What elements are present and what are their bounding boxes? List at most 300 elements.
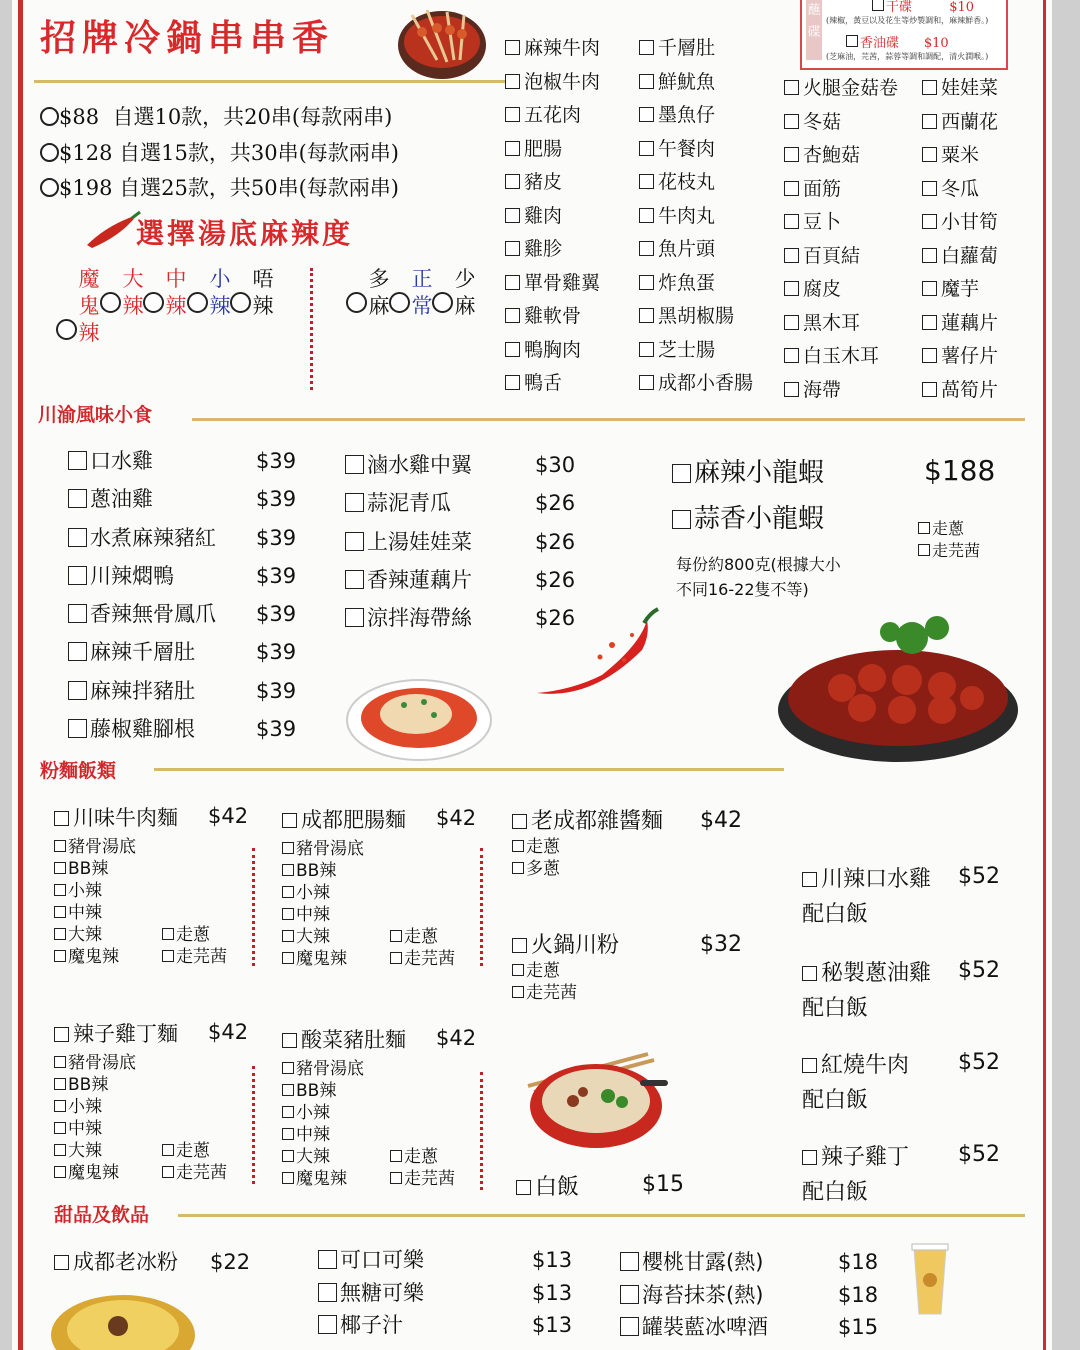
ingredient-label: 腐皮 bbox=[803, 278, 842, 300]
checkbox[interactable] bbox=[922, 181, 937, 196]
ingredient-item[interactable] bbox=[505, 200, 600, 234]
ingredient-item[interactable] bbox=[505, 32, 600, 66]
checkbox[interactable] bbox=[620, 1285, 639, 1304]
checkbox[interactable] bbox=[282, 1084, 294, 1096]
menu-item[interactable] bbox=[68, 519, 326, 557]
ingredient-item[interactable] bbox=[639, 99, 753, 133]
checkbox[interactable] bbox=[162, 1144, 174, 1156]
noodle-option[interactable] bbox=[282, 1080, 492, 1102]
checkbox[interactable] bbox=[802, 1150, 817, 1165]
combo-option-2[interactable]: $128 自選15款，共30串(每款兩串) bbox=[40, 136, 399, 172]
checkbox[interactable] bbox=[68, 604, 87, 623]
spice-level-5[interactable]: 唔辣 bbox=[230, 266, 254, 320]
checkbox[interactable] bbox=[784, 248, 799, 263]
checkbox[interactable] bbox=[922, 382, 937, 397]
sauce-box-tag: 蘸碟 bbox=[806, 0, 822, 60]
noodle-option-label: BB辣 bbox=[68, 1075, 109, 1095]
noodle-extra-option[interactable] bbox=[162, 924, 210, 946]
checkbox[interactable] bbox=[68, 719, 87, 738]
checkbox[interactable] bbox=[282, 864, 294, 876]
checkbox[interactable] bbox=[802, 966, 817, 981]
ice-jelly-image bbox=[48, 1290, 198, 1350]
noodle-option[interactable] bbox=[54, 1162, 264, 1184]
ingredient-item[interactable] bbox=[784, 106, 898, 140]
ingredient-label: 雞軟骨 bbox=[524, 305, 582, 327]
checkbox[interactable] bbox=[639, 174, 654, 189]
menu-item-name: 藤椒雞腳根 bbox=[90, 717, 195, 742]
checkbox[interactable] bbox=[390, 952, 402, 964]
spice-level-3[interactable]: 中辣 bbox=[143, 266, 167, 320]
checkbox[interactable] bbox=[162, 1166, 174, 1178]
checkbox[interactable] bbox=[922, 348, 937, 363]
rice-set-price: $52 bbox=[958, 1142, 1000, 1167]
numbing-level-2[interactable]: 正常 bbox=[389, 266, 413, 320]
noodle-block-1 bbox=[54, 802, 264, 968]
checkbox[interactable] bbox=[784, 181, 799, 196]
rice-set-sub: 配白飯 bbox=[802, 1180, 869, 1205]
checkbox[interactable] bbox=[54, 862, 66, 874]
checkbox[interactable] bbox=[54, 1056, 66, 1068]
checkbox[interactable] bbox=[784, 348, 799, 363]
noodle-option[interactable] bbox=[54, 1096, 264, 1118]
noodle-option[interactable] bbox=[54, 1140, 264, 1162]
checkbox[interactable] bbox=[345, 532, 364, 551]
noodle-options bbox=[282, 1058, 492, 1190]
ingredient-item[interactable] bbox=[784, 340, 898, 374]
ingredient-label: 白蘿蔔 bbox=[941, 244, 999, 267]
checkbox[interactable] bbox=[282, 1150, 294, 1162]
rice-set-name: 辣子雞丁 bbox=[821, 1145, 910, 1170]
checkbox[interactable] bbox=[54, 1027, 69, 1042]
checkbox[interactable] bbox=[784, 147, 799, 162]
noodle-option[interactable] bbox=[54, 946, 264, 968]
checkbox[interactable] bbox=[68, 681, 87, 700]
noodle-option[interactable] bbox=[54, 1074, 264, 1096]
checkbox[interactable] bbox=[505, 208, 520, 223]
spice-level-2[interactable]: 大辣 bbox=[100, 266, 124, 320]
ingredient-item[interactable] bbox=[922, 240, 998, 274]
noodle-option-label: 魔鬼辣 bbox=[68, 1163, 119, 1183]
checkbox[interactable] bbox=[639, 40, 654, 55]
menu-item[interactable] bbox=[620, 1311, 908, 1344]
noodle-option-label: 魔鬼辣 bbox=[68, 947, 119, 967]
crayfish-garlic[interactable]: 蒜香小龍蝦 bbox=[672, 498, 824, 535]
noodle-extra-label: 走芫茜 bbox=[176, 1163, 227, 1183]
checkbox[interactable] bbox=[54, 928, 66, 940]
ingredient-label: 魔芋 bbox=[941, 278, 980, 300]
zajiang-noodles[interactable]: 老成都雜醬麵 bbox=[512, 804, 663, 835]
ingredient-item[interactable] bbox=[505, 334, 600, 368]
ingredient-item[interactable] bbox=[922, 307, 998, 341]
crayfish-option-no-scallion[interactable]: 走蔥 bbox=[918, 518, 980, 540]
checkbox[interactable] bbox=[922, 248, 937, 263]
title-rule bbox=[34, 80, 506, 83]
checkbox[interactable] bbox=[162, 928, 174, 940]
checkbox[interactable] bbox=[390, 1150, 402, 1162]
menu-item-price: $13 bbox=[532, 1248, 573, 1272]
checkbox[interactable] bbox=[345, 455, 364, 474]
hotpot-vermicelli-options bbox=[512, 960, 577, 1004]
checkbox[interactable] bbox=[68, 642, 87, 661]
noodle-extra-label: 走蔥 bbox=[404, 927, 438, 947]
ingredient-item[interactable] bbox=[505, 66, 600, 100]
noodle-item[interactable] bbox=[54, 1018, 264, 1048]
checkbox[interactable] bbox=[54, 1166, 66, 1178]
ingredient-item[interactable] bbox=[505, 99, 600, 133]
checkbox[interactable] bbox=[922, 80, 937, 95]
ingredient-column-3 bbox=[784, 72, 898, 407]
ingredient-label: 雞肉 bbox=[524, 204, 563, 227]
ingredient-item[interactable] bbox=[784, 206, 898, 240]
checkbox[interactable] bbox=[282, 1062, 294, 1074]
checkbox[interactable] bbox=[922, 114, 937, 129]
noodle-options bbox=[282, 838, 492, 970]
ingredient-item[interactable] bbox=[922, 106, 998, 140]
ingredient-item[interactable] bbox=[784, 240, 898, 274]
ingredient-item[interactable] bbox=[505, 166, 600, 200]
menu-item-name: 椰子汁 bbox=[340, 1313, 403, 1337]
spice-level-1[interactable]: 魔鬼辣 bbox=[56, 266, 80, 347]
noodle-extra-option[interactable] bbox=[390, 1146, 438, 1168]
ingredient-label: 火腿金菇卷 bbox=[803, 77, 899, 99]
checkbox[interactable] bbox=[54, 950, 66, 962]
checkbox[interactable] bbox=[505, 141, 520, 156]
noodle-option-label: 豬骨湯底 bbox=[296, 1059, 364, 1079]
noodle-divider-4 bbox=[480, 1072, 483, 1190]
ingredient-item[interactable] bbox=[784, 374, 898, 408]
menu-item-name: 海苔抹茶(熱) bbox=[642, 1282, 764, 1307]
rice-set-item[interactable] bbox=[802, 1048, 1002, 1114]
checkbox[interactable] bbox=[639, 342, 654, 357]
noodle-option-label: 大辣 bbox=[68, 925, 102, 945]
sauce-oil-dip[interactable]: 香油碟 $10 bbox=[846, 32, 949, 51]
menu-item[interactable] bbox=[68, 595, 326, 633]
ingredient-item[interactable] bbox=[639, 233, 753, 267]
ingredient-item[interactable] bbox=[639, 200, 753, 234]
ingredient-item[interactable] bbox=[639, 166, 753, 200]
ingredient-label: 成都小香腸 bbox=[658, 372, 754, 394]
ingredient-item[interactable] bbox=[784, 273, 898, 307]
checkbox[interactable] bbox=[54, 1144, 66, 1156]
noodle-extra-option[interactable] bbox=[162, 1140, 210, 1162]
checkbox[interactable] bbox=[282, 813, 297, 828]
checkbox[interactable] bbox=[68, 451, 87, 470]
checkbox[interactable] bbox=[54, 811, 69, 826]
ingredient-label: 泡椒牛肉 bbox=[524, 70, 601, 93]
menu-item-price: $39 bbox=[256, 640, 297, 665]
menu-item-name: 麻辣拌豬肚 bbox=[90, 678, 195, 703]
checkbox[interactable] bbox=[639, 308, 654, 323]
noodle-name: 川味牛肉麵 bbox=[73, 806, 178, 830]
checkbox[interactable] bbox=[802, 872, 817, 887]
ingredient-item[interactable] bbox=[922, 72, 998, 106]
checkbox[interactable] bbox=[505, 107, 520, 122]
sauce-dry-dip[interactable]: 干碟 $10 bbox=[872, 0, 974, 15]
checkbox[interactable] bbox=[639, 107, 654, 122]
ingredient-item[interactable] bbox=[639, 367, 753, 401]
checkbox[interactable] bbox=[282, 952, 294, 964]
checkbox[interactable] bbox=[784, 315, 799, 330]
noodle-option[interactable] bbox=[282, 1058, 492, 1080]
noodle-option[interactable] bbox=[282, 838, 492, 860]
checkbox[interactable] bbox=[922, 281, 937, 296]
noodle-extra-option[interactable] bbox=[390, 1168, 455, 1190]
menu-item-name: 麻辣千層肚 bbox=[90, 640, 195, 665]
menu-item[interactable] bbox=[318, 1309, 602, 1342]
menu-item[interactable] bbox=[68, 442, 326, 480]
ingredient-item[interactable] bbox=[784, 173, 898, 207]
noodle-divider-3 bbox=[252, 1066, 255, 1184]
crayfish-spicy[interactable]: 麻辣小龍蝦 bbox=[672, 452, 824, 489]
menu-item[interactable] bbox=[68, 672, 326, 710]
checkbox[interactable] bbox=[784, 382, 799, 397]
noodle-item[interactable] bbox=[54, 802, 264, 832]
noodle-option[interactable] bbox=[54, 924, 264, 946]
menu-item[interactable] bbox=[68, 633, 326, 671]
zajiang-options bbox=[512, 836, 560, 880]
menu-item[interactable] bbox=[345, 484, 605, 522]
checkbox[interactable] bbox=[784, 214, 799, 229]
checkbox[interactable] bbox=[922, 214, 937, 229]
checkbox[interactable] bbox=[345, 570, 364, 589]
rice-set-name: 紅燒牛肉 bbox=[821, 1053, 910, 1078]
checkbox[interactable] bbox=[282, 908, 294, 920]
combo-option-3[interactable]: $198 自選25款，共50串(每款兩串) bbox=[40, 171, 399, 207]
menu-item-name: 香辣無骨鳳爪 bbox=[90, 602, 216, 627]
ingredient-label: 炸魚蛋 bbox=[658, 271, 716, 294]
ingredient-item[interactable] bbox=[505, 233, 600, 267]
checkbox[interactable] bbox=[620, 1252, 639, 1271]
menu-border-right bbox=[1043, 0, 1046, 1350]
noodle-extra-option[interactable] bbox=[390, 926, 438, 948]
menu-item[interactable] bbox=[318, 1244, 602, 1277]
noodle-options bbox=[54, 836, 264, 968]
ingredient-label: 海帶 bbox=[803, 378, 842, 401]
ingredient-item[interactable] bbox=[639, 32, 753, 66]
checkbox[interactable] bbox=[282, 1106, 294, 1118]
checkbox[interactable] bbox=[505, 174, 520, 189]
checkbox[interactable] bbox=[505, 275, 520, 290]
menu-item-price: $13 bbox=[532, 1280, 573, 1305]
ice-jelly-dessert[interactable]: 成都老冰粉 bbox=[54, 1246, 178, 1276]
numbing-level-1[interactable]: 多麻 bbox=[346, 266, 370, 320]
checkbox[interactable] bbox=[639, 241, 654, 256]
checkbox[interactable] bbox=[318, 1250, 337, 1269]
noodle-option[interactable] bbox=[282, 926, 492, 948]
rice-set-item[interactable] bbox=[802, 956, 1002, 1022]
checkbox[interactable] bbox=[282, 842, 294, 854]
menu-item[interactable] bbox=[68, 557, 326, 595]
checkbox[interactable] bbox=[505, 241, 520, 256]
checkbox[interactable] bbox=[620, 1317, 639, 1336]
checkbox[interactable] bbox=[922, 147, 937, 162]
checkbox[interactable] bbox=[505, 40, 520, 55]
noodle-extra-option[interactable] bbox=[162, 946, 227, 968]
noodle-option-label: 小辣 bbox=[68, 1097, 102, 1117]
hotpot-vermicelli-option-2[interactable]: 走芫茜 bbox=[512, 982, 577, 1004]
checkbox[interactable] bbox=[54, 884, 66, 896]
hotpot-vermicelli[interactable]: 火鍋川粉 bbox=[512, 928, 619, 959]
ingredient-item[interactable] bbox=[784, 139, 898, 173]
checkbox[interactable] bbox=[390, 1172, 402, 1184]
ingredient-item[interactable] bbox=[922, 173, 998, 207]
checkbox[interactable] bbox=[784, 80, 799, 95]
ingredient-label: 豆卜 bbox=[803, 211, 842, 233]
noodle-option[interactable] bbox=[282, 948, 492, 970]
ingredient-label: 雞胗 bbox=[524, 238, 563, 260]
noodle-option[interactable] bbox=[282, 1168, 492, 1190]
checkbox[interactable] bbox=[54, 906, 66, 918]
ingredient-item[interactable] bbox=[505, 267, 600, 301]
menu-item-name: 香辣蓮藕片 bbox=[367, 567, 472, 592]
menu-item[interactable] bbox=[68, 480, 326, 518]
noodle-extra-label: 走芫茜 bbox=[176, 947, 227, 967]
checkbox[interactable] bbox=[54, 1078, 66, 1090]
checkbox[interactable] bbox=[784, 114, 799, 129]
menu-sheet bbox=[12, 0, 1052, 1350]
white-rice[interactable]: 白飯 bbox=[516, 1170, 579, 1201]
noodle-extra-option[interactable] bbox=[162, 1162, 227, 1184]
checkbox[interactable] bbox=[922, 315, 937, 330]
checkbox[interactable] bbox=[639, 74, 654, 89]
ingredient-item[interactable] bbox=[922, 340, 998, 374]
rice-set-item[interactable] bbox=[802, 862, 1002, 928]
checkbox[interactable] bbox=[639, 141, 654, 156]
ingredient-item[interactable] bbox=[784, 307, 898, 341]
checkbox[interactable] bbox=[54, 840, 66, 852]
noodle-option-label: 小辣 bbox=[296, 1103, 330, 1123]
checkbox[interactable] bbox=[639, 275, 654, 290]
ingredient-label: 娃娃菜 bbox=[941, 77, 999, 99]
ingredient-item[interactable] bbox=[639, 300, 753, 334]
rice-set-item[interactable] bbox=[802, 1140, 1002, 1206]
numbing-level-3[interactable]: 少麻 bbox=[432, 266, 456, 320]
ingredient-item[interactable] bbox=[639, 267, 753, 301]
noodle-option[interactable] bbox=[54, 902, 264, 924]
skewer-bowl-image bbox=[392, 0, 492, 80]
noodle-option[interactable] bbox=[282, 882, 492, 904]
checkbox[interactable] bbox=[68, 528, 87, 547]
checkbox[interactable] bbox=[639, 208, 654, 223]
menu-item[interactable] bbox=[68, 710, 326, 748]
checkbox[interactable] bbox=[505, 308, 520, 323]
section-noodles-rule bbox=[154, 768, 784, 771]
checkbox[interactable] bbox=[282, 1128, 294, 1140]
menu-item-name: 罐裝藍冰啤酒 bbox=[642, 1315, 768, 1339]
zajiang-option-1[interactable]: 走蔥 bbox=[512, 836, 560, 858]
noodle-extra-option[interactable] bbox=[390, 948, 455, 970]
ingredient-item[interactable] bbox=[922, 206, 998, 240]
ingredient-label: 面筋 bbox=[803, 177, 842, 200]
menu-item[interactable] bbox=[620, 1246, 908, 1279]
ingredient-item[interactable] bbox=[505, 367, 600, 401]
checkbox[interactable] bbox=[68, 566, 87, 585]
noodle-option[interactable] bbox=[282, 860, 492, 882]
menu-item[interactable] bbox=[620, 1279, 908, 1312]
menu-item-price: $39 bbox=[256, 449, 297, 473]
noodle-option[interactable] bbox=[54, 1118, 264, 1140]
noodle-option[interactable] bbox=[54, 880, 264, 902]
checkbox[interactable] bbox=[282, 1172, 294, 1184]
menu-item-name: 上湯娃娃菜 bbox=[367, 529, 472, 554]
menu-item-name: 無糖可樂 bbox=[340, 1280, 424, 1305]
noodle-option[interactable] bbox=[54, 1052, 264, 1074]
menu-item[interactable] bbox=[345, 446, 605, 484]
menu-item[interactable] bbox=[318, 1277, 602, 1310]
checkbox[interactable] bbox=[505, 375, 520, 390]
menu-item-name: 蔥油雞 bbox=[90, 487, 153, 512]
checkbox[interactable] bbox=[54, 1100, 66, 1112]
checkbox[interactable] bbox=[505, 74, 520, 89]
ingredient-item[interactable] bbox=[639, 66, 753, 100]
noodle-option-label: BB辣 bbox=[68, 859, 109, 879]
menu-item-name: 水煮麻辣豬紅 bbox=[90, 525, 216, 550]
snacks-list-left bbox=[68, 442, 326, 748]
white-rice-price: $15 bbox=[642, 1172, 684, 1197]
noodle-option-label: 中辣 bbox=[68, 1119, 102, 1139]
noodle-option[interactable] bbox=[282, 1102, 492, 1124]
saliva-chicken-image bbox=[344, 670, 494, 762]
checkbox[interactable] bbox=[282, 930, 294, 942]
drinks-list-1 bbox=[318, 1244, 602, 1342]
ingredient-item[interactable] bbox=[505, 300, 600, 334]
ingredient-item[interactable] bbox=[505, 133, 600, 167]
checkbox[interactable] bbox=[162, 950, 174, 962]
menu-item-price: $18 bbox=[838, 1250, 879, 1274]
ingredient-label: 西蘭花 bbox=[941, 110, 999, 133]
checkbox[interactable] bbox=[282, 886, 294, 898]
noodle-item[interactable] bbox=[282, 1024, 492, 1054]
ingredient-item[interactable] bbox=[922, 139, 998, 173]
menu-item-name: 涼拌海帶絲 bbox=[367, 606, 472, 631]
combo-option-1[interactable]: $88 自選10款，共20串(每款兩串) bbox=[40, 100, 399, 136]
checkbox[interactable] bbox=[318, 1283, 337, 1302]
section-snacks-rule bbox=[192, 418, 1025, 421]
checkbox[interactable] bbox=[68, 489, 87, 508]
checkbox[interactable] bbox=[282, 1033, 297, 1048]
ingredient-item[interactable] bbox=[784, 72, 898, 106]
noodle-price: $42 bbox=[208, 1020, 249, 1044]
ingredient-item[interactable] bbox=[639, 133, 753, 167]
checkbox[interactable] bbox=[784, 281, 799, 296]
checkbox[interactable] bbox=[505, 342, 520, 357]
crayfish-option-no-cilantro[interactable]: 走芫茜 bbox=[918, 540, 980, 562]
zajiang-option-2[interactable]: 多蔥 bbox=[512, 858, 560, 880]
checkbox[interactable] bbox=[802, 1058, 817, 1073]
checkbox[interactable] bbox=[318, 1315, 337, 1334]
checkbox[interactable] bbox=[345, 608, 364, 627]
checkbox[interactable] bbox=[639, 375, 654, 390]
noodle-item[interactable] bbox=[282, 804, 492, 834]
noodle-option[interactable] bbox=[282, 1146, 492, 1168]
checkbox[interactable] bbox=[390, 930, 402, 942]
noodle-option[interactable] bbox=[282, 904, 492, 926]
ingredient-item[interactable] bbox=[922, 374, 998, 408]
spice-level-4[interactable]: 小辣 bbox=[187, 266, 211, 320]
noodle-option[interactable] bbox=[282, 1124, 492, 1146]
checkbox[interactable] bbox=[345, 493, 364, 512]
checkbox[interactable] bbox=[54, 1122, 66, 1134]
menu-item[interactable] bbox=[345, 561, 605, 599]
menu-item-price: $26 bbox=[535, 529, 576, 554]
noodle-option[interactable] bbox=[54, 858, 264, 880]
noodle-option[interactable] bbox=[54, 836, 264, 858]
ingredient-item[interactable] bbox=[922, 273, 998, 307]
menu-item-price: $18 bbox=[838, 1282, 879, 1307]
ingredient-item[interactable] bbox=[639, 334, 753, 368]
hotpot-vermicelli-option-1[interactable]: 走蔥 bbox=[512, 960, 577, 982]
menu-item[interactable] bbox=[345, 523, 605, 561]
